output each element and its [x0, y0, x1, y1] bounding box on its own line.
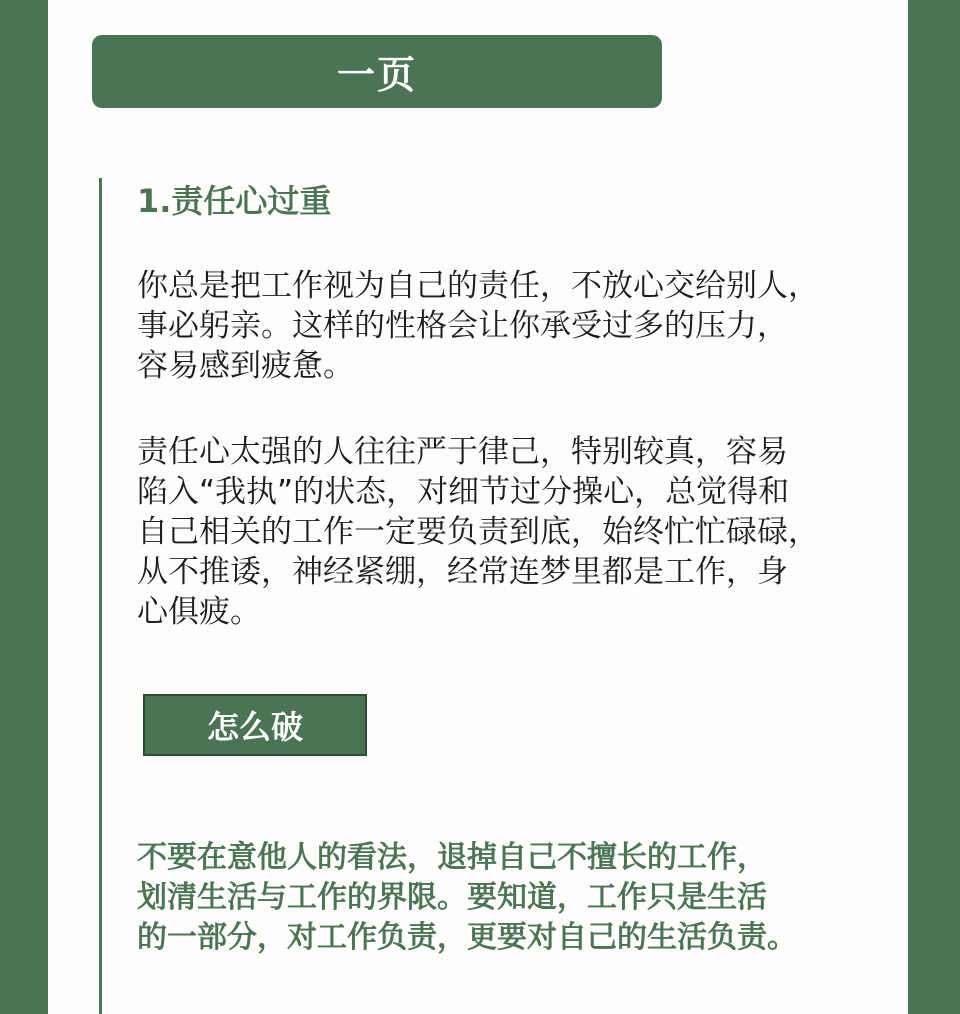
body-paragraph-1: 你总是把工作视为自己的责任，不放心交给别人， 事必躬亲。这样的性格会让你承受过多的压力， 容易感到疲惫。	[137, 268, 819, 384]
advice-paragraph: 不要在意他人的看法，退掉自己不擅长的工作， 划清生活与工作的界限。要知道，工作只是生活 的一部分，对工作负责，更要对自己的生活负责。	[137, 840, 797, 955]
how-to-solve-label	[143, 694, 367, 756]
page-title: 一页	[336, 53, 417, 97]
page-title-banner	[92, 35, 662, 108]
body-paragraph-2: 责任心太强的人往往严于律己，特别较真，容易 陷入“我执”的状态，对细节过分操心，总觉得和 自己相关的工作一定要负责到底，始终忙忙碌碌， 从不推诿，神经紧绷，经常连梦里都是工作，身 心俱疲。	[137, 434, 819, 630]
section-heading: 1.责任心过重	[137, 182, 332, 220]
section-left-rule	[99, 178, 102, 1014]
how-to-solve-text: 怎么破	[206, 708, 303, 746]
